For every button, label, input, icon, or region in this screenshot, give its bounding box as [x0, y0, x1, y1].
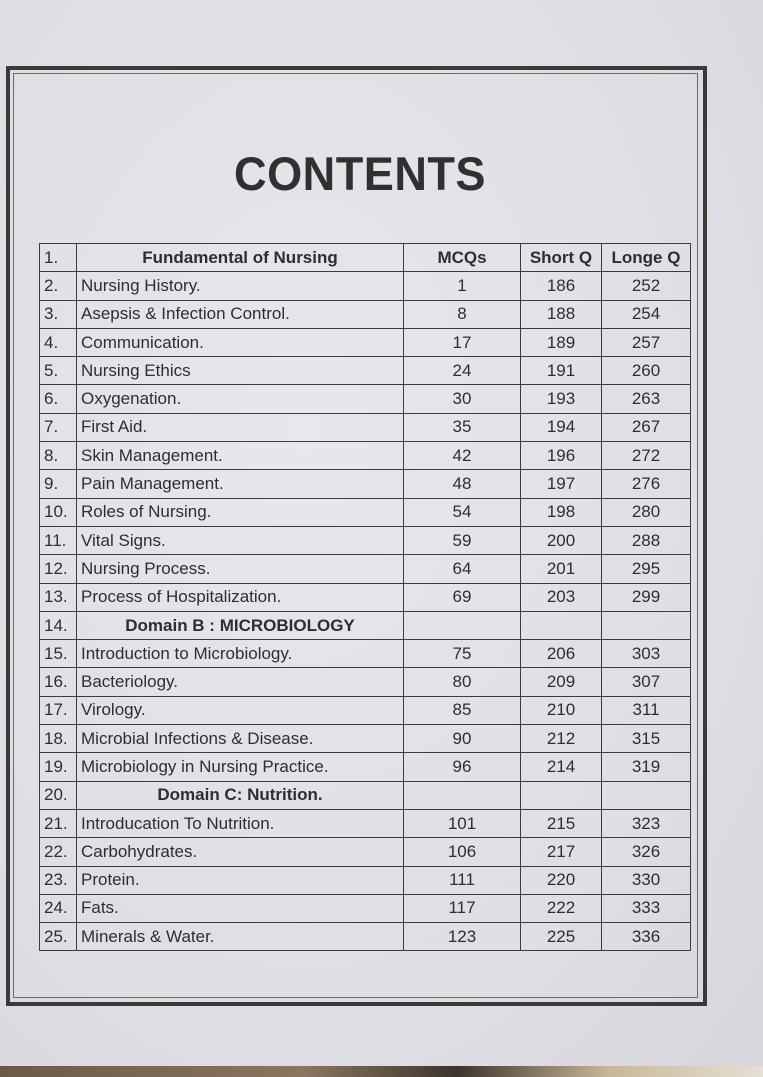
- mcqs-page: 30: [404, 385, 521, 413]
- table-row: [40, 894, 691, 922]
- row-number: 11.: [40, 526, 77, 554]
- topic-title: Bacteriology.: [77, 668, 404, 696]
- mcqs-page: 90: [404, 725, 521, 753]
- topic-title: Fats.: [77, 894, 404, 922]
- topic-title: Protein.: [77, 866, 404, 894]
- longe-q-page: 319: [602, 753, 691, 781]
- mcqs-page: 17: [404, 328, 521, 356]
- short-q-page: 196: [521, 442, 602, 470]
- mcqs-page: 111: [404, 866, 521, 894]
- section-title: Domain B : MICROBIOLOGY: [77, 611, 404, 639]
- row-number: 24.: [40, 894, 77, 922]
- mcqs-page: 101: [404, 809, 521, 837]
- page-title: CONTENTS: [233, 147, 486, 200]
- row-number: 18.: [40, 725, 77, 753]
- table-row: [40, 725, 691, 753]
- longe-q-page: 323: [602, 809, 691, 837]
- longe-q-page: 299: [602, 583, 691, 611]
- table-row: [40, 413, 691, 441]
- short-q-page: 186: [521, 272, 602, 300]
- longe-q-page: 336: [602, 923, 691, 951]
- topic-title: Vital Signs.: [77, 526, 404, 554]
- mcqs-page: [404, 611, 521, 639]
- longe-q-page: 307: [602, 668, 691, 696]
- table-row: [40, 555, 691, 583]
- mcqs-page: 8: [404, 300, 521, 328]
- row-number: 15.: [40, 640, 77, 668]
- row-number: 8.: [40, 442, 77, 470]
- short-q-page: 201: [521, 555, 602, 583]
- row-number: 21.: [40, 809, 77, 837]
- header-longe-q: Longe Q: [602, 244, 691, 272]
- longe-q-page: 252: [602, 272, 691, 300]
- short-q-page: 209: [521, 668, 602, 696]
- longe-q-page: 315: [602, 725, 691, 753]
- topic-title: Oxygenation.: [77, 385, 404, 413]
- mcqs-page: 59: [404, 526, 521, 554]
- topic-title: Pain Management.: [77, 470, 404, 498]
- mcqs-page: 117: [404, 894, 521, 922]
- row-number: 23.: [40, 866, 77, 894]
- longe-q-page: [602, 611, 691, 639]
- contents-table: [39, 243, 691, 951]
- topic-title: Carbohydrates.: [77, 838, 404, 866]
- short-q-page: 191: [521, 357, 602, 385]
- table-row: [40, 442, 691, 470]
- row-number: 22.: [40, 838, 77, 866]
- row-number: 19.: [40, 753, 77, 781]
- topic-title: Virology.: [77, 696, 404, 724]
- table-row: [40, 696, 691, 724]
- topic-title: Microbial Infections & Disease.: [77, 725, 404, 753]
- topic-title: Process of Hospitalization.: [77, 583, 404, 611]
- row-number: 14.: [40, 611, 77, 639]
- short-q-page: 210: [521, 696, 602, 724]
- table-row: [40, 583, 691, 611]
- short-q-page: 197: [521, 470, 602, 498]
- longe-q-page: 276: [602, 470, 691, 498]
- longe-q-page: 272: [602, 442, 691, 470]
- short-q-page: 206: [521, 640, 602, 668]
- longe-q-page: 288: [602, 526, 691, 554]
- table-header-row: [40, 244, 691, 272]
- short-q-page: 214: [521, 753, 602, 781]
- table-row: [40, 838, 691, 866]
- mcqs-page: 69: [404, 583, 521, 611]
- mcqs-page: 106: [404, 838, 521, 866]
- section-title: Domain C: Nutrition.: [77, 781, 404, 809]
- short-q-page: 222: [521, 894, 602, 922]
- longe-q-page: 260: [602, 357, 691, 385]
- short-q-page: 203: [521, 583, 602, 611]
- topic-title: Asepsis & Infection Control.: [77, 300, 404, 328]
- short-q-page: 212: [521, 725, 602, 753]
- row-number: 9.: [40, 470, 77, 498]
- table-row: [40, 385, 691, 413]
- longe-q-page: 330: [602, 866, 691, 894]
- table-row: [40, 526, 691, 554]
- table-row: [40, 923, 691, 951]
- topic-title: Skin Management.: [77, 442, 404, 470]
- row-number: 2.: [40, 272, 77, 300]
- table-row: [40, 640, 691, 668]
- table-row: [40, 809, 691, 837]
- topic-title: Microbiology in Nursing Practice.: [77, 753, 404, 781]
- table-row: [40, 866, 691, 894]
- header-section-title: Fundamental of Nursing: [77, 244, 404, 272]
- mcqs-page: 75: [404, 640, 521, 668]
- short-q-page: 198: [521, 498, 602, 526]
- short-q-page: [521, 611, 602, 639]
- table-row: [40, 328, 691, 356]
- row-number: 13.: [40, 583, 77, 611]
- longe-q-page: 267: [602, 413, 691, 441]
- mcqs-page: 1: [404, 272, 521, 300]
- table-row: [40, 668, 691, 696]
- longe-q-page: 263: [602, 385, 691, 413]
- short-q-page: 188: [521, 300, 602, 328]
- mcqs-page: 42: [404, 442, 521, 470]
- topic-title: Nursing History.: [77, 272, 404, 300]
- row-number: 20.: [40, 781, 77, 809]
- table-row: [40, 300, 691, 328]
- topic-title: Roles of Nursing.: [77, 498, 404, 526]
- row-number: 7.: [40, 413, 77, 441]
- mcqs-page: 24: [404, 357, 521, 385]
- longe-q-page: 303: [602, 640, 691, 668]
- row-number: 6.: [40, 385, 77, 413]
- row-number: 12.: [40, 555, 77, 583]
- topic-title: Introduction to Microbiology.: [77, 640, 404, 668]
- table-row: [40, 272, 691, 300]
- table-row: [40, 753, 691, 781]
- topic-title: Communication.: [77, 328, 404, 356]
- section-row: [40, 611, 691, 639]
- short-q-page: 220: [521, 866, 602, 894]
- mcqs-page: 85: [404, 696, 521, 724]
- header-number: 1.: [40, 244, 77, 272]
- section-row: [40, 781, 691, 809]
- topic-title: Minerals & Water.: [77, 923, 404, 951]
- longe-q-page: 254: [602, 300, 691, 328]
- short-q-page: 193: [521, 385, 602, 413]
- topic-title: Nursing Process.: [77, 555, 404, 583]
- topic-title: Introducation To Nutrition.: [77, 809, 404, 837]
- mcqs-page: 123: [404, 923, 521, 951]
- mcqs-page: 54: [404, 498, 521, 526]
- short-q-page: 194: [521, 413, 602, 441]
- row-number: 17.: [40, 696, 77, 724]
- short-q-page: 189: [521, 328, 602, 356]
- mcqs-page: [404, 781, 521, 809]
- longe-q-page: 295: [602, 555, 691, 583]
- mcqs-page: 35: [404, 413, 521, 441]
- header-mcqs: MCQs: [404, 244, 521, 272]
- table-row: [40, 470, 691, 498]
- row-number: 25.: [40, 923, 77, 951]
- topic-title: Nursing Ethics: [77, 357, 404, 385]
- short-q-page: 200: [521, 526, 602, 554]
- topic-title: First Aid.: [77, 413, 404, 441]
- short-q-page: 217: [521, 838, 602, 866]
- contents-table-body: [40, 272, 691, 951]
- row-number: 5.: [40, 357, 77, 385]
- row-number: 3.: [40, 300, 77, 328]
- mcqs-page: 80: [404, 668, 521, 696]
- longe-q-page: [602, 781, 691, 809]
- row-number: 16.: [40, 668, 77, 696]
- longe-q-page: 311: [602, 696, 691, 724]
- row-number: 10.: [40, 498, 77, 526]
- longe-q-page: 280: [602, 498, 691, 526]
- header-short-q: Short Q: [521, 244, 602, 272]
- longe-q-page: 326: [602, 838, 691, 866]
- short-q-page: 215: [521, 809, 602, 837]
- mcqs-page: 96: [404, 753, 521, 781]
- mcqs-page: 48: [404, 470, 521, 498]
- longe-q-page: 333: [602, 894, 691, 922]
- table-row: [40, 357, 691, 385]
- mcqs-page: 64: [404, 555, 521, 583]
- table-row: [40, 498, 691, 526]
- short-q-page: 225: [521, 923, 602, 951]
- longe-q-page: 257: [602, 328, 691, 356]
- row-number: 4.: [40, 328, 77, 356]
- short-q-page: [521, 781, 602, 809]
- background-surface: [0, 1066, 763, 1077]
